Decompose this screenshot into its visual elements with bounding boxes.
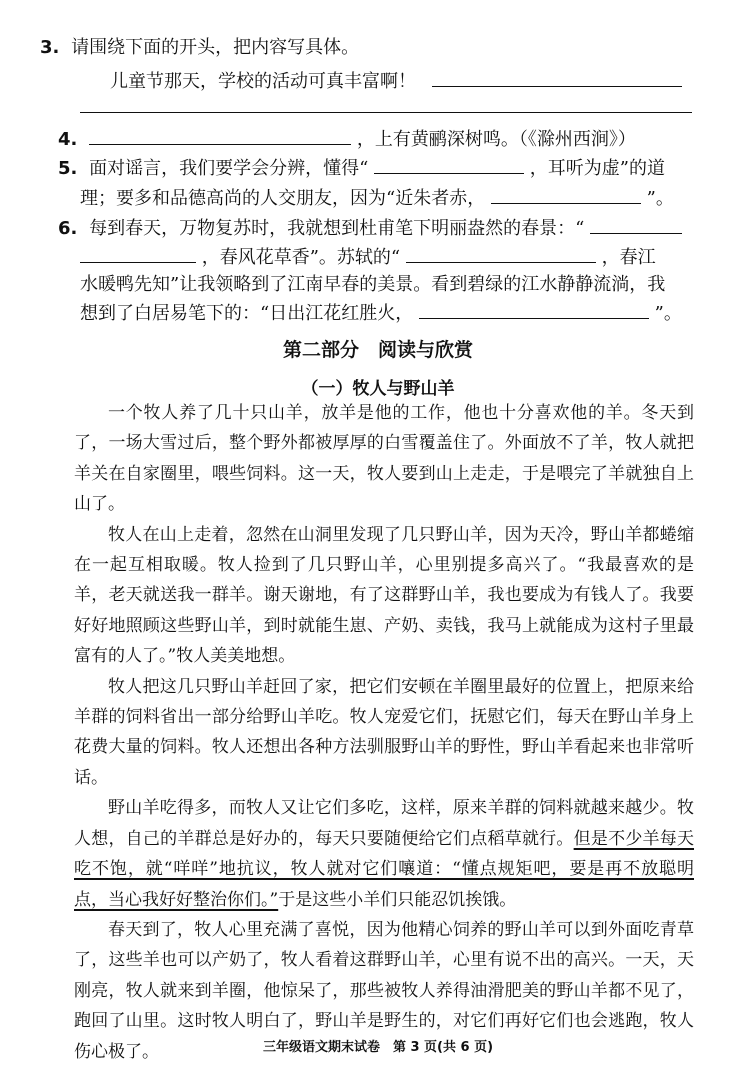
question-text: ，耳听为虚”的道: [529, 158, 665, 179]
question-prompt: 请围绕下面的开头，把内容写具体。: [71, 37, 360, 58]
question-number: 4.: [58, 129, 78, 150]
answer-blank[interactable]: [432, 66, 682, 87]
answer-blank[interactable]: [374, 153, 524, 174]
question-text: 面对谣言，我们要学会分辨，懂得“: [89, 158, 369, 179]
section-title: 第二部分 阅读与欣赏: [282, 339, 473, 361]
question-4: [58, 124, 636, 154]
question-text: ，春江: [601, 247, 656, 268]
answer-blank[interactable]: [491, 183, 641, 204]
question-6-line-4: [80, 298, 682, 328]
passage-paragraph: 一个牧人养了几十只山羊，放羊是他的工作，他也十分喜欢他的羊。冬天到了，一场大雪过后，整个野外都被厚厚的白雪覆盖住了。外面放不了羊，牧人就把羊关在自家圈里，喂些饲料。这一天，牧人要到山上走走，于是喂完了羊就独自上山了。: [74, 403, 694, 515]
question-text: ，春风花草香”。苏轼的“: [201, 247, 401, 268]
passage-paragraph: 牧人在山上走着，忽然在山洞里发现了几只野山羊，因为天冷，野山羊都蜷缩在一起互相取暖。牧人捡到了几只野山羊，心里别提多高兴了。“我最喜欢的是羊，老天就送我一群羊。谢天谢地，有了这群野山羊，我也要成为有钱人了。我要好好地照顾这些野山羊，到时就能生崽、产奶、卖钱，我马上就能成为这村子里最富有的人了。”牧人美美地想。: [74, 524, 694, 667]
answer-blank[interactable]: [406, 242, 596, 263]
question-5-line-1: [58, 153, 665, 183]
answer-blank[interactable]: [80, 242, 196, 263]
question-3: [40, 34, 359, 62]
question-text: 水暖鸭先知”让我领略到了江南早春的美景。看到碧绿的江水静静流淌，我: [80, 274, 666, 295]
answer-blank[interactable]: [89, 124, 351, 145]
sentence-start: 儿童节那天，学校的活动可真丰富啊！: [110, 71, 416, 92]
question-5-line-2: [80, 183, 674, 213]
question-text: 理；要多和品德高尚的人交朋友，因为“近朱者赤，: [80, 188, 486, 209]
passage-paragraph: 春天到了，牧人心里充满了喜悦，因为他精心饲养的野山羊可以到外面吃青草了，这些羊也可以产奶了，牧人看着这群野山羊，心里有说不出的高兴。一天，天刚亮，牧人就来到羊圈，他惊呆了，那些被牧人养得油滑肥美的野山羊都不见了，跑回了山里。这时牧人明白了，野山羊是野生的，对它们再好它们也会逃跑，牧人伤心极了。: [74, 919, 694, 1062]
question-6-line-3: [80, 271, 665, 299]
story-title: （一）牧人与野山羊: [301, 379, 455, 399]
reading-passage: [74, 398, 694, 1067]
question-number: 6.: [58, 218, 78, 239]
question-number: 5.: [58, 158, 78, 179]
answer-blank[interactable]: [419, 298, 649, 319]
answer-blank-line[interactable]: [80, 112, 692, 113]
passage-paragraph: 牧人把这几只野山羊赶回了家，把它们安顿在羊圈里最好的位置上，把原来给羊群的饲料省出一部分给野山羊吃。牧人宠爱它们，抚慰它们，每天在野山羊身上花费大量的饲料。牧人还想出各种方法驯服野山羊的野性，野山羊看起来也非常听话。: [74, 676, 694, 788]
question-6-line-1: [58, 213, 682, 243]
question-6-line-2: [80, 242, 656, 272]
underlined-sentence: 但是不少羊每天吃不饱，就“咩咩”地抗议，牧人就对它们嚷道：“懂点规矩吧，要是再不放聪明点，当心我好好整治你们。”: [74, 828, 695, 910]
question-text: 每到春天，万物复苏时，我就想到杜甫笔下明丽盎然的春景：“: [89, 218, 585, 239]
question-text: ，上有黄鹂深树鸣。（《滁州西涧》）: [356, 129, 636, 150]
paragraph-text: 于是这些小羊们只能忍饥挨饿。: [278, 889, 517, 910]
page-footer: 三年级语文期末试卷 第 3 页(共 6 页): [262, 1040, 494, 1055]
answer-blank[interactable]: [590, 213, 682, 234]
question-3-sentence: [110, 66, 682, 96]
question-text: ”。: [654, 303, 682, 324]
paragraph-text: 野山羊吃得多，而牧人又让它们多吃，这样，原来羊群的饲料就越来越少。牧人想，自己的羊群总是好办的，每天只要随便给它们点稻草就行。: [74, 798, 694, 849]
passage-paragraph: [74, 793, 694, 915]
question-number: 3.: [40, 37, 60, 58]
question-text: ”。: [646, 188, 674, 209]
question-text: 想到了白居易笔下的：“日出江花红胜火，: [80, 303, 414, 324]
